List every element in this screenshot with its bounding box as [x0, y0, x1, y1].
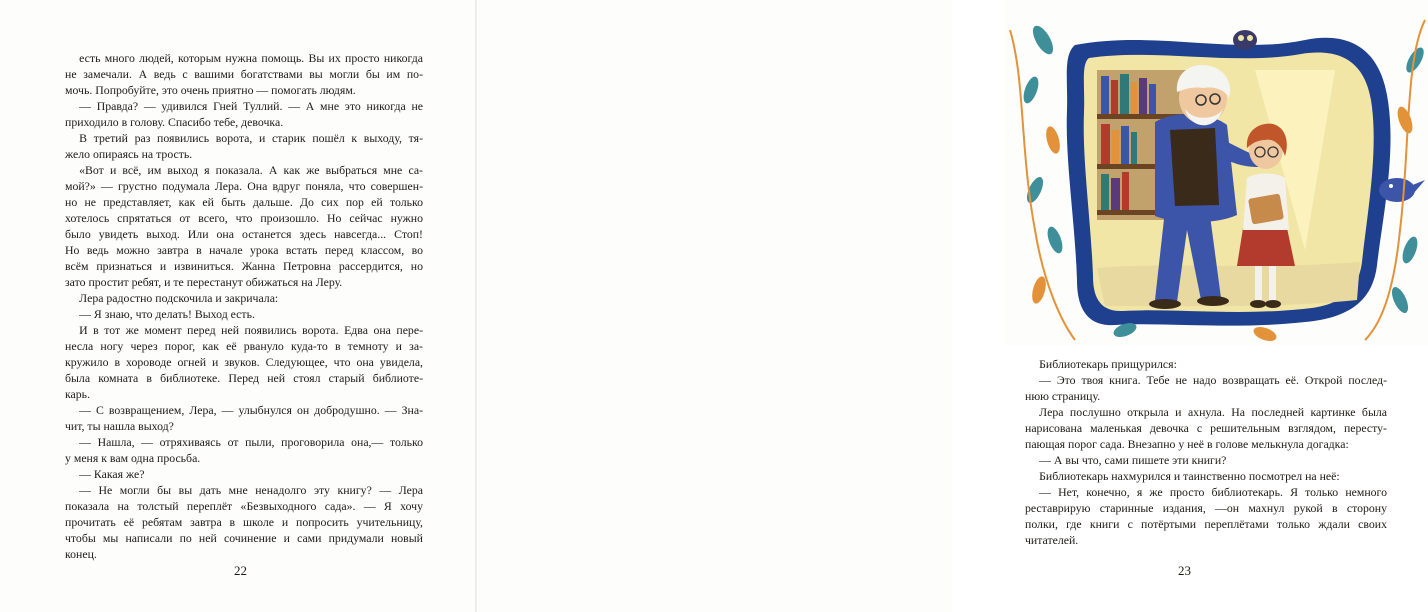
text-line: читателей.: [1025, 533, 1079, 547]
text-line: хотелось спрятаться от всего, что произошло. Но сейчас нужно: [65, 211, 423, 225]
text-line: карь.: [65, 387, 91, 401]
text-line: Библиотекарь прищурился:: [1039, 357, 1177, 371]
text-line: жело опираясь на трость.: [65, 147, 193, 161]
text-line: — Я знаю, что делать! Выход есть.: [79, 307, 255, 321]
text-line: было увидеть выход. Или она останется здесь навсегда... Стоп!: [65, 227, 423, 241]
text-line: «Вот и всё, им выход я показала. А как же выбраться мне са-: [79, 163, 423, 177]
text-line: В третий раз появились ворота, и старик пошёл к выходу, тя-: [79, 131, 423, 145]
text-line: всём признаться и извиниться. Жанна Петровна рассердится, но: [65, 259, 423, 273]
illustration-svg: [1005, 0, 1428, 346]
text-line: Библиотекарь нахмурился и таинственно посмотрел на неё:: [1039, 469, 1340, 483]
text-line: чит, ты нашла выход?: [65, 419, 174, 433]
text-line: мочь. Попробуйте, это очень приятно — помогать людям.: [65, 83, 356, 97]
text-line: — Не могли бы вы дать мне ненадолго эту книгу? — Лера: [79, 483, 423, 497]
illustration-librarian-and-girl-icon: [1005, 0, 1428, 346]
text-line: нюю страницу.: [1025, 389, 1101, 403]
text-line: — С возвращением, Лера, — улыбнулся он добродушно. — Зна-: [79, 403, 423, 417]
text-line: но не представляет, как ей быть дальше. До сих пор ей только: [65, 195, 423, 209]
text-line: мой?» — грустно подумала Лера. Она вдруг поняла, что совершен-: [65, 179, 423, 193]
text-line: приходило в голову. Спасибо тебе, девочка.: [65, 115, 284, 129]
text-line: есть много людей, которым нужна помощь. Вы их просто никогда: [79, 51, 423, 65]
text-line: полки, где книги с потёртыми переплётами только ждали своих: [1025, 517, 1387, 531]
owl-icon: [1233, 30, 1257, 50]
text-line: у меня к вам одна просьба.: [65, 451, 201, 465]
text-line: была комната в библиотеке. Перед ней стоял старый библиоте-: [65, 371, 423, 385]
left-page: [0, 0, 476, 612]
text-line: кружило в хороводе огней и звуков. Следующее, что она увидела,: [65, 355, 423, 369]
page-number-right: 23: [1178, 563, 1191, 578]
text-line: показала на толстый переплёт «Безвыходного сада». — Я хочу: [65, 499, 423, 513]
text-line: не замечали. А ведь с вашими богатствами вы могли бы им по-: [65, 67, 423, 81]
right-page-text: [1025, 356, 1387, 548]
text-line: — Правда? — удивился Гней Туллий. — А мне это никогда не: [79, 99, 423, 113]
text-line: И в тот же момент перед ней появились ворота. Едва она пере-: [79, 323, 423, 337]
text-line: несла ногу через порог, как её рвануло куда-то в темноту и за-: [65, 339, 423, 353]
left-page-text: [65, 50, 423, 562]
text-line: Но ведь можно завтра в начале урока встать перед классом, во: [65, 243, 423, 257]
text-line: чтобы мы написали по ней сочинение и сами придумали новый: [65, 531, 423, 545]
text-line: — Нашла, — отряхиваясь от пыли, проговорила она,— только: [79, 435, 423, 449]
text-line: — Это твоя книга. Тебе не надо возвращать её. Открой послед-: [1039, 373, 1387, 387]
text-line: прочитать её ребятам завтра в школе и попросить учительницу,: [65, 515, 423, 529]
text-line: пающая порог сада. Внезапно у неё в голове мелькнула догадка:: [1025, 437, 1349, 451]
text-line: Лера радостно подскочила и закричала:: [79, 291, 279, 305]
text-line: конец.: [65, 547, 97, 561]
text-line: — А вы что, сами пишете эти книги?: [1039, 453, 1227, 467]
right-page: [476, 0, 1387, 612]
page-number-left: 22: [234, 563, 247, 578]
text-line: — Нет, конечно, я же просто библиотекарь. Я только немного: [1039, 485, 1387, 499]
text-line: — Какая же?: [79, 467, 145, 481]
text-line: зато простит ребят, и те перестанут обижаться на Леру.: [65, 275, 343, 289]
text-line: Лера послушно открыла и ахнула. На последней картинке была: [1039, 405, 1387, 419]
text-line: реставрирую старинные издания, —он махнул рукой в сторону: [1025, 501, 1387, 515]
text-line: нарисована маленькая девочка с решительным взглядом, пересту-: [1025, 421, 1387, 435]
